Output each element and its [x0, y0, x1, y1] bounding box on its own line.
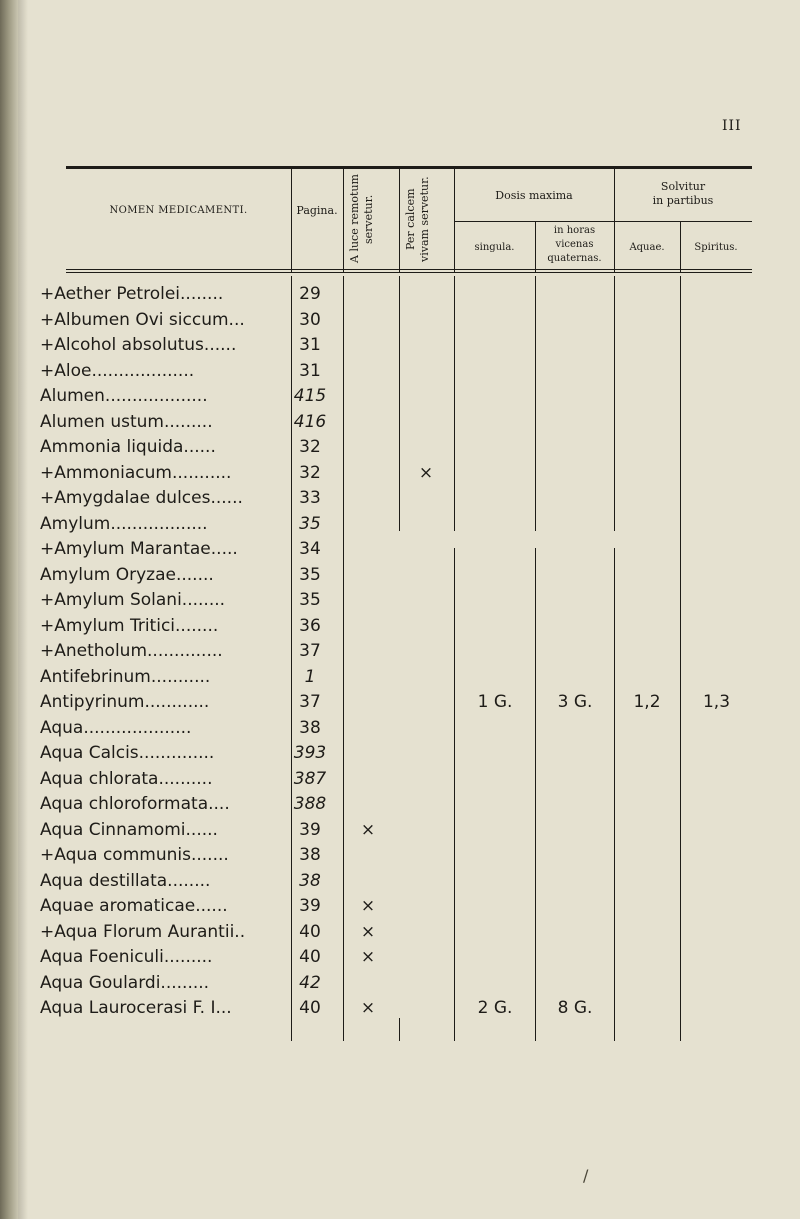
row-leader-dots: ... [228, 310, 245, 330]
table-row-name [40, 334, 278, 356]
row-name-text: Ammonia liquida [40, 437, 184, 457]
header-solvitur-line1: Solvitur [660, 180, 706, 193]
table-row-name [40, 360, 278, 382]
gutter-shadow [18, 0, 28, 1219]
header-luce-line1: A luce remotum [348, 174, 361, 264]
row-page: 38 [299, 845, 321, 865]
body-vline-calcem-a [399, 276, 400, 531]
row-name-text: Alumen ustum [40, 412, 164, 432]
header-pagina: Pagina. [296, 204, 338, 217]
header-luce [348, 171, 392, 267]
row-name-text: Amylum Oryzae [40, 565, 176, 585]
header-calcem-line1: Per calcem [404, 188, 417, 250]
table-row-name [40, 666, 278, 688]
row-leader-dots: ...... [195, 896, 228, 916]
row-page: 31 [299, 335, 321, 355]
page-number: III [722, 118, 742, 134]
table-row-name [40, 411, 278, 433]
header-calcem [404, 171, 448, 267]
row-page: 32 [299, 437, 321, 457]
table-row-name [40, 462, 278, 484]
row-page: 35 [299, 514, 321, 534]
header-vline-dosis [454, 168, 455, 272]
row-page: 40 [299, 922, 321, 942]
row-page: 33 [299, 488, 321, 508]
header-vline-calcem [399, 168, 400, 272]
header-horas-line1: in horas [553, 225, 596, 236]
row-page: 1 [304, 667, 316, 687]
row-name-text: Aqua [40, 718, 84, 738]
footer-mark: / [583, 1166, 589, 1185]
row-page: 42 [299, 973, 321, 993]
row-leader-dots: ......... [163, 412, 213, 432]
header-aquae: Aquae. [629, 242, 665, 253]
row-page: 36 [299, 616, 321, 636]
row-name-text: +Amylum Solani [40, 590, 182, 610]
row-page: 415 [293, 386, 327, 406]
table-row-name [40, 895, 278, 917]
row-page: 38 [299, 871, 321, 891]
row-leader-dots: .................. [110, 514, 208, 534]
header-vline-luce [343, 168, 344, 272]
row-name-text: Aqua Laurocerasi F. I. [40, 998, 221, 1018]
body-vline-singula-b [535, 548, 536, 1041]
row-leader-dots: .. [220, 998, 232, 1018]
row-spiritus-value: 1,3 [702, 692, 731, 712]
row-leader-dots: ........... [172, 463, 232, 483]
row-page: 34 [299, 539, 321, 559]
row-name-text: Alumen [40, 386, 105, 406]
row-name-text: +Alcohol absolutus [40, 335, 204, 355]
header-rule-1 [66, 269, 752, 270]
row-luce-value: × [360, 947, 376, 967]
header-solvitur-line2: in partibus [652, 194, 714, 207]
row-leader-dots: ......... [163, 947, 213, 967]
row-name-text: Aqua Goulardi [40, 973, 161, 993]
row-leader-dots: .............. [147, 641, 223, 661]
book-gutter [0, 0, 18, 1219]
row-aquae-value: 1,2 [633, 692, 661, 712]
row-name-text: Aqua Calcis [40, 743, 139, 763]
row-name-text: Aqua Foeniculi [40, 947, 164, 967]
table-row-name [40, 385, 278, 407]
row-leader-dots: ................... [104, 386, 208, 406]
table-row-name [40, 691, 278, 713]
table-row-name [40, 844, 278, 866]
row-name-text: +Amylum Tritici [40, 616, 176, 636]
row-name-text: Antifebrinum [40, 667, 151, 687]
table-row-name [40, 793, 278, 815]
row-name-text: Aqua Cinnamomi [40, 820, 186, 840]
row-leader-dots: ........... [150, 667, 211, 687]
table-row-name [40, 717, 278, 739]
row-leader-dots: ............ [144, 692, 210, 712]
row-page: 38 [299, 718, 321, 738]
row-leader-dots: ......... [160, 973, 210, 993]
table-row-name [40, 283, 278, 305]
row-page: 31 [299, 361, 321, 381]
header-spiritus: Spiritus. [694, 242, 738, 253]
top-rule [66, 166, 752, 169]
body-vline-calcem-b [399, 1018, 400, 1041]
row-page: 32 [299, 463, 321, 483]
row-name-text: Aquae aromaticae [40, 896, 196, 916]
row-leader-dots: ........ [181, 590, 226, 610]
header-vline-pagina [291, 168, 292, 272]
table-row-name [40, 487, 278, 509]
header-rule-2 [66, 272, 752, 273]
row-page: 39 [299, 896, 321, 916]
row-page: 35 [299, 565, 321, 585]
row-leader-dots: .............. [138, 743, 215, 763]
row-name-text: +Amygdalae dulces [40, 488, 211, 508]
body-vline-singula-a [535, 276, 536, 531]
row-page: 37 [299, 692, 321, 712]
row-name-text: Aqua chlorata [40, 769, 159, 789]
row-leader-dots: .......... [158, 769, 213, 789]
row-leader-dots: ........ [167, 871, 211, 891]
header-calcem-line2: vivam servetur. [418, 176, 431, 262]
table-row-name [40, 921, 278, 943]
row-name-text: +Aloe [40, 361, 92, 381]
row-luce-value: × [360, 998, 376, 1018]
body-vline-dosis-b [454, 548, 455, 1041]
row-name-text: +Aqua communis [40, 845, 191, 865]
table-row-name [40, 564, 278, 586]
row-leader-dots: .. [234, 922, 246, 942]
row-page: 387 [293, 769, 327, 789]
table-row-name [40, 946, 278, 968]
header-singula: singula. [474, 242, 515, 253]
header-horas-line3: quaternas. [547, 253, 602, 264]
row-leader-dots: ........ [180, 284, 224, 304]
row-page: 29 [299, 284, 321, 304]
row-page: 30 [299, 310, 321, 330]
row-name-text: Antipyrinum [40, 692, 145, 712]
body-vline-solvitur-b [614, 548, 615, 1041]
row-name-text: Aqua destillata [40, 871, 168, 891]
body-vline-solvitur-a [614, 276, 615, 531]
row-page: 37 [299, 641, 321, 661]
row-calcem-value: × [418, 463, 434, 483]
row-leader-dots: ...... [210, 488, 243, 508]
row-name-text: +Albumen Ovi siccum [40, 310, 229, 330]
table-row-name [40, 513, 278, 535]
header-dosis: Dosis maxima [495, 189, 573, 202]
row-luce-value: × [360, 820, 376, 840]
row-name-text: +Aether Petrolei [40, 284, 181, 304]
row-leader-dots: .... [208, 794, 230, 814]
solvitur-subrule [614, 221, 752, 222]
table-row-name [40, 538, 278, 560]
row-page: 40 [299, 998, 321, 1018]
body-vline-luce [343, 276, 344, 1041]
body-vline-dosis-a [454, 276, 455, 531]
header-horas-line2: vicenas [555, 239, 594, 250]
header-luce-line2: servetur. [362, 194, 375, 244]
row-name-text: +Ammoniacum [40, 463, 172, 483]
table-row-name [40, 615, 278, 637]
row-name-text: +Aqua Florum Aurantii [40, 922, 235, 942]
row-leader-dots: ...... [185, 820, 218, 840]
table-row-name [40, 972, 278, 994]
table-row-name [40, 997, 278, 1019]
row-singula-value: 1 G. [477, 692, 513, 712]
row-leader-dots: ..... [210, 539, 238, 559]
row-page: 35 [299, 590, 321, 610]
table-row-name [40, 640, 278, 662]
row-name-text: Amylum [40, 514, 111, 534]
row-page: 39 [299, 820, 321, 840]
row-leader-dots: .................... [83, 718, 192, 738]
table-row-name [40, 309, 278, 331]
row-horas-value: 3 G. [557, 692, 593, 712]
row-page: 416 [293, 412, 327, 432]
body-vline-aquae [680, 276, 681, 1041]
table-row-name [40, 870, 278, 892]
table-row-name [40, 768, 278, 790]
row-page: 393 [293, 743, 327, 763]
table-row-name [40, 436, 278, 458]
row-name-text: Aqua chloroformata [40, 794, 209, 814]
row-singula-value: 2 G. [477, 998, 513, 1018]
header-nomen: NOMEN MEDICAMENTI. [109, 205, 248, 216]
row-leader-dots: ........ [175, 616, 219, 636]
table-row-name [40, 742, 278, 764]
dosis-subrule [454, 221, 614, 222]
row-luce-value: × [360, 922, 376, 942]
row-leader-dots: ....... [190, 845, 229, 865]
row-name-text: +Amylum Marantae [40, 539, 211, 559]
table-row-name [40, 589, 278, 611]
row-leader-dots: ...... [203, 335, 237, 355]
table-row-name [40, 819, 278, 841]
row-leader-dots: ...... [183, 437, 216, 457]
row-luce-value: × [360, 896, 376, 916]
row-page: 40 [299, 947, 321, 967]
row-leader-dots: ................... [91, 361, 195, 381]
row-page: 388 [293, 794, 327, 814]
row-name-text: +Anetholum [40, 641, 148, 661]
row-leader-dots: ....... [175, 565, 214, 585]
header-solvitur [614, 180, 752, 208]
header-horas [535, 224, 614, 266]
row-horas-value: 8 G. [557, 998, 593, 1018]
